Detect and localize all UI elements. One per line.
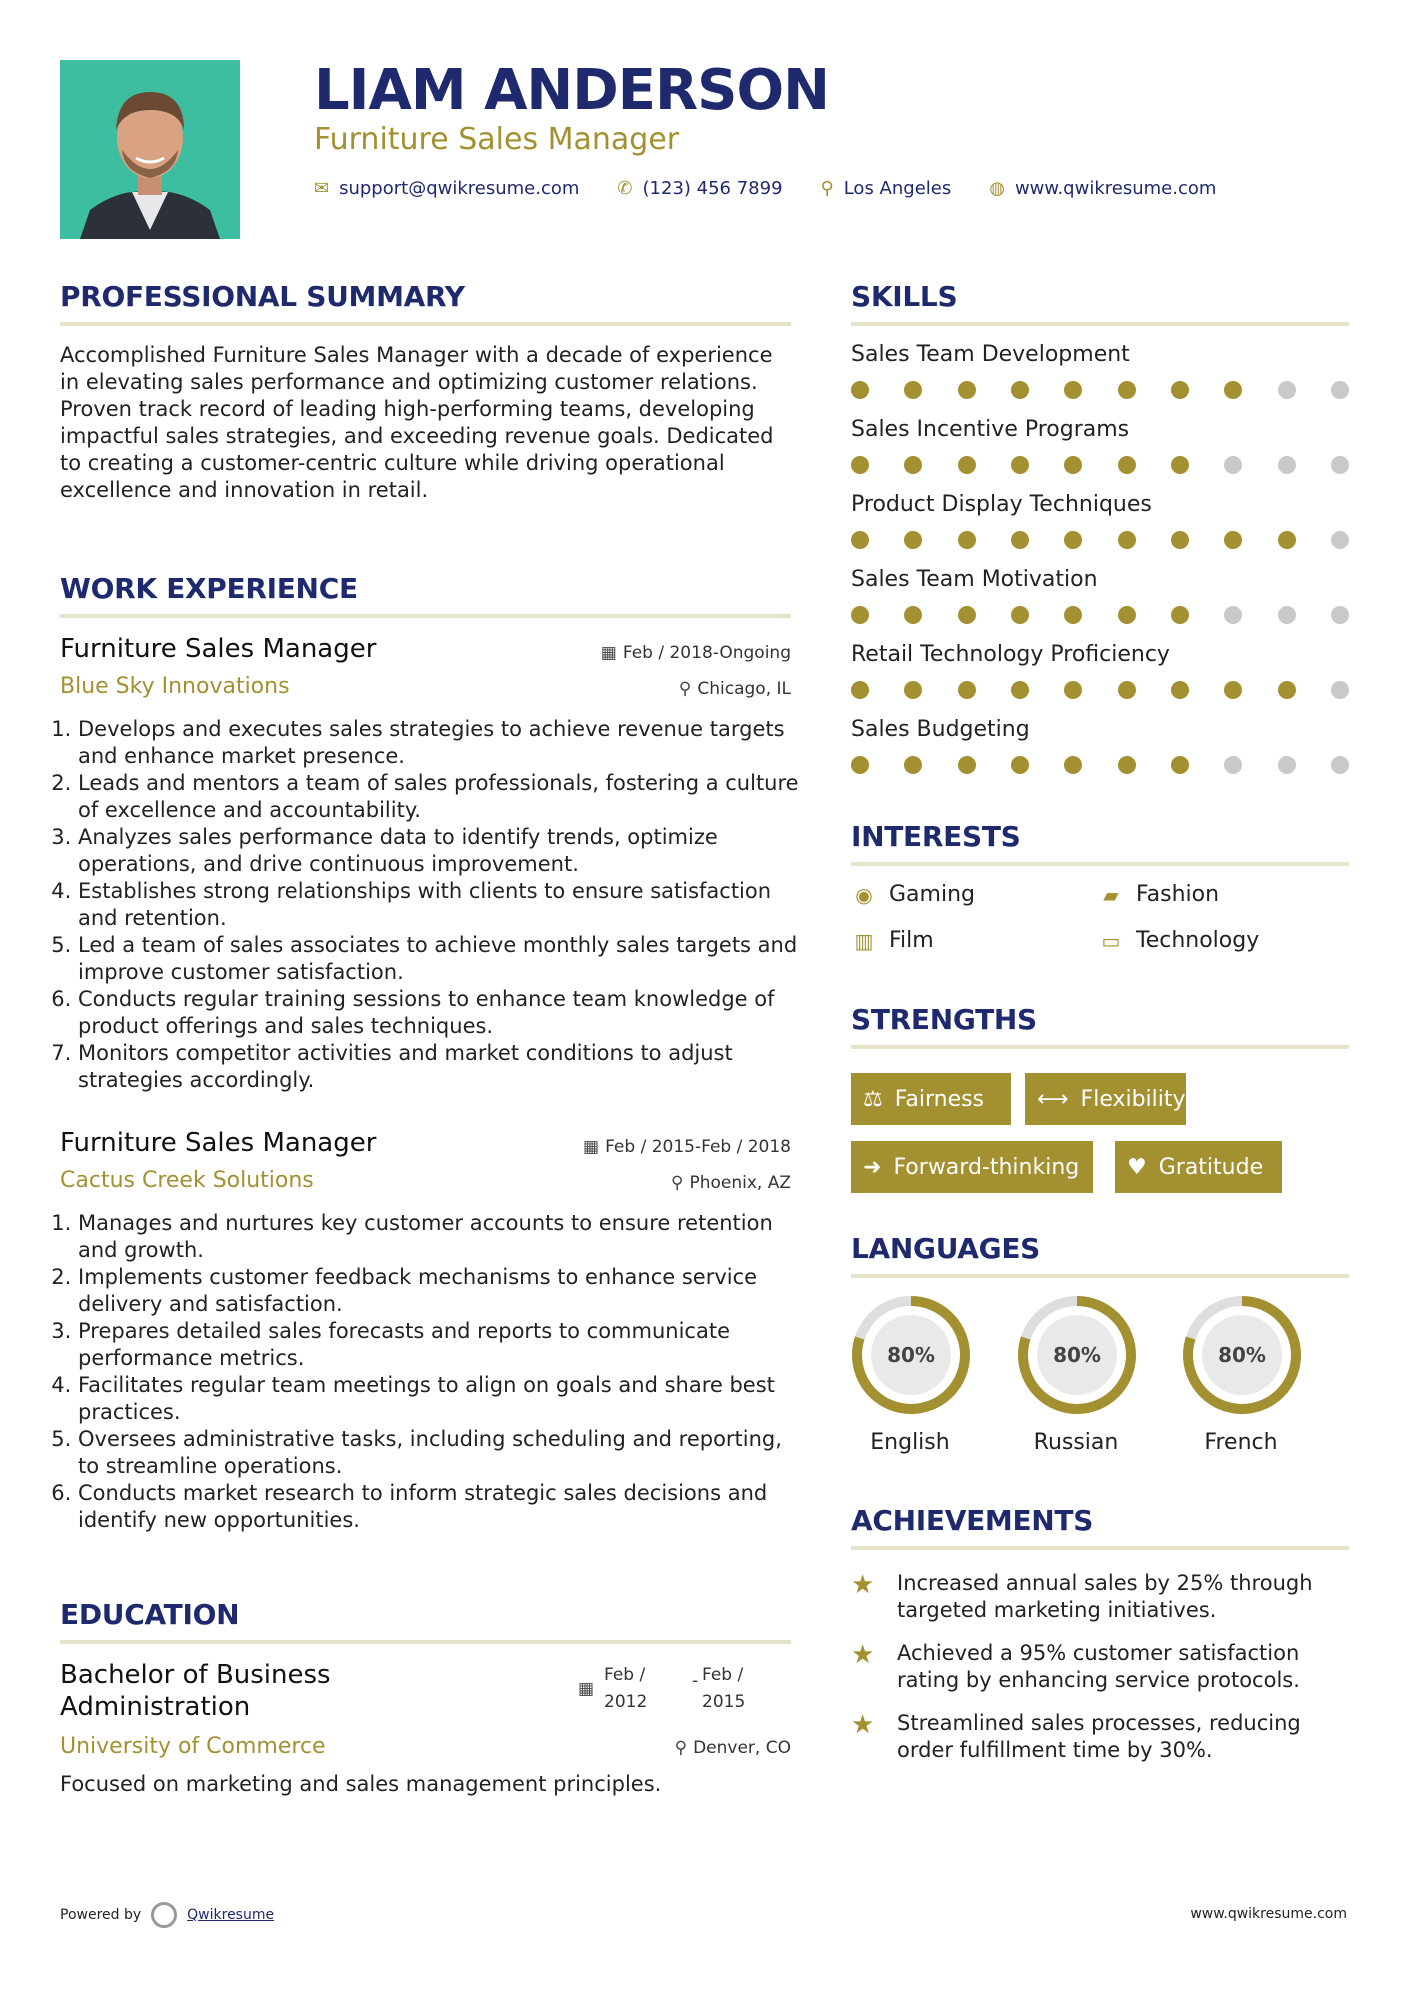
education-description: Focused on marketing and sales management principles. (60, 1772, 662, 1796)
list-item: 1. Manages and nurtures key customer accounts to ensure retention and growth. (78, 1210, 809, 1264)
arrows-h-icon: ⟷ (1037, 1086, 1069, 1112)
skill-dot-filled (1011, 681, 1029, 699)
skill-dot-filled (851, 681, 869, 699)
skill-dot-filled (1171, 756, 1189, 774)
language-name: English (870, 1430, 950, 1455)
interest-label: Film (889, 928, 934, 953)
interest-label: Technology (1136, 928, 1260, 953)
skill-dot-filled (1118, 681, 1136, 699)
achievement-item (851, 1710, 1351, 1764)
contact-bar (314, 178, 1216, 199)
pin-icon: ⚲ (678, 679, 692, 699)
skill-dot-filled (851, 756, 869, 774)
skill-dot-empty (1331, 456, 1349, 474)
skill-dot-filled (1064, 756, 1082, 774)
star-badge-icon: ★ (851, 1710, 875, 1740)
candidate-title: Furniture Sales Manager (314, 122, 680, 157)
language-ring (1015, 1293, 1139, 1421)
skill-dot-filled (1224, 381, 1242, 399)
section-heading-experience: WORK EXPERIENCE (60, 572, 358, 605)
section-divider (60, 614, 791, 618)
list-item: 7. Monitors competitor activities and market conditions to adjust strategies accordingly. (78, 1040, 809, 1094)
strength-badge (851, 1073, 1011, 1125)
job-duties-list (60, 1210, 809, 1534)
calendar-icon: ▦ (600, 643, 617, 663)
contact-email[interactable]: support@qwikresume.com (339, 178, 580, 199)
skill-dot-filled (904, 681, 922, 699)
gamepad-icon: ◉ (855, 882, 873, 907)
balance-scale-icon: ⚖ (863, 1086, 883, 1112)
skill-name: Sales Team Development (851, 342, 1130, 367)
achievement-item (851, 1640, 1351, 1694)
education-date-dash: - (692, 1671, 699, 1691)
footer-powered-by (60, 1902, 274, 1928)
interest-item (851, 928, 934, 953)
skill-dot-filled (1011, 756, 1029, 774)
heart-icon: ♥ (1127, 1154, 1147, 1180)
skill-dot-filled (904, 456, 922, 474)
strength-label: Gratitude (1158, 1154, 1264, 1180)
list-item: 3. Analyzes sales performance data to identify trends, optimize operations, and drive continuous improvement. (78, 824, 809, 878)
shopping-bag-icon: ▰ (1103, 882, 1119, 907)
map-marker-icon: ⚲ (820, 178, 834, 199)
skill-name: Product Display Techniques (851, 492, 1152, 517)
qwikresume-logo-icon (151, 1902, 177, 1928)
section-heading-languages: LANGUAGES (851, 1232, 1041, 1265)
strength-badge (1025, 1073, 1186, 1125)
section-heading-strengths: STRENGTHS (851, 1003, 1037, 1036)
phone-icon: ✆ (617, 178, 633, 199)
skill-dot-filled (1064, 531, 1082, 549)
pin-icon: ⚲ (674, 1738, 688, 1758)
strength-badge (851, 1141, 1093, 1193)
job-title: Furniture Sales Manager (60, 1128, 377, 1158)
contact-website[interactable]: www.qwikresume.com (1014, 178, 1217, 199)
job-title: Furniture Sales Manager (60, 634, 377, 664)
skill-dot-filled (1118, 381, 1136, 399)
skill-dot-filled (1171, 681, 1189, 699)
section-heading-summary: PROFESSIONAL SUMMARY (60, 280, 465, 313)
skill-dot-empty (1331, 381, 1349, 399)
powered-by-text: Powered by (60, 1907, 142, 1923)
language-percent-label: 80% (1053, 1343, 1101, 1367)
skill-dot-empty (1278, 381, 1296, 399)
list-item: 6. Conducts regular training sessions to enhance team knowledge of product offerings and sales techniques. (78, 986, 809, 1040)
section-heading-skills: SKILLS (851, 280, 958, 313)
list-item: 4. Establishes strong relationships with clients to ensure satisfaction and retention. (78, 878, 809, 932)
calendar-icon: ▦ (583, 1137, 600, 1157)
language-ring (849, 1293, 973, 1421)
education-end-month: Feb / (702, 1665, 744, 1685)
achievement-text: Streamlined sales processes, reducing order fulfillment time by 30%. (897, 1711, 1301, 1762)
achievement-text: Increased annual sales by 25% through targeted marketing initiatives. (897, 1571, 1313, 1622)
skill-dot-filled (958, 381, 976, 399)
profile-photo (60, 60, 240, 239)
skill-dot-filled (1011, 381, 1029, 399)
pin-icon: ⚲ (671, 1173, 684, 1193)
star-badge-icon: ★ (851, 1570, 875, 1600)
strength-label: Flexibility (1080, 1086, 1186, 1112)
skill-rating (851, 456, 1349, 476)
skill-dot-filled (958, 531, 976, 549)
achievement-text: Achieved a 95% customer satisfaction rating by enhancing service protocols. (897, 1641, 1300, 1692)
list-item: 6. Conducts market research to inform strategic sales decisions and identify new opportunities. (78, 1480, 809, 1534)
section-heading-achievements: ACHIEVEMENTS (851, 1504, 1094, 1537)
skill-dot-filled (958, 681, 976, 699)
skill-dot-filled (958, 756, 976, 774)
calendar-icon: ▦ (578, 1679, 595, 1699)
list-item: 4. Facilitates regular team meetings to align on goals and share best practices. (78, 1372, 809, 1426)
section-divider (851, 322, 1349, 326)
skill-dot-empty (1331, 756, 1349, 774)
skill-name: Sales Budgeting (851, 717, 1030, 742)
strength-badge (1115, 1141, 1282, 1193)
laptop-icon: ▭ (1101, 928, 1121, 953)
list-item: 5. Led a team of sales associates to achieve monthly sales targets and improve customer satisfaction. (78, 932, 809, 986)
strength-label: Forward-thinking (893, 1154, 1080, 1180)
star-badge-icon: ★ (851, 1640, 875, 1670)
skill-dot-filled (851, 381, 869, 399)
globe-icon: ◍ (989, 178, 1005, 199)
skill-rating (851, 531, 1349, 551)
skill-dot-filled (958, 456, 976, 474)
skill-dot-filled (1118, 531, 1136, 549)
skill-dot-filled (904, 756, 922, 774)
skill-dot-empty (1224, 606, 1242, 624)
skill-rating (851, 606, 1349, 626)
section-heading-education: EDUCATION (60, 1598, 240, 1631)
interest-item (1098, 882, 1219, 907)
company-name: Blue Sky Innovations (60, 674, 290, 699)
language-name: Russian (1033, 1430, 1119, 1455)
skill-dot-filled (904, 381, 922, 399)
skill-dot-filled (1224, 681, 1242, 699)
person-portrait-icon (60, 60, 240, 239)
arrow-right-icon: ➜ (863, 1154, 882, 1180)
skill-dot-empty (1278, 606, 1296, 624)
job-location-text: Phoenix, AZ (689, 1173, 791, 1193)
skill-dot-filled (1011, 456, 1029, 474)
candidate-name: LIAM ANDERSON (314, 58, 829, 123)
job-location-text: Chicago, IL (697, 679, 791, 699)
section-divider (851, 1546, 1349, 1550)
skill-dot-filled (1118, 756, 1136, 774)
skill-dot-filled (904, 606, 922, 624)
skill-dot-filled (1171, 606, 1189, 624)
skill-name: Retail Technology Proficiency (851, 642, 1170, 667)
skill-dot-filled (1278, 531, 1296, 549)
skill-dot-filled (1171, 456, 1189, 474)
language-percent-label: 80% (1218, 1343, 1266, 1367)
education-start-year: 2012 (604, 1692, 648, 1712)
skill-dot-empty (1224, 756, 1242, 774)
strength-label: Fairness (894, 1086, 985, 1112)
degree-line-2: Administration (60, 1692, 251, 1722)
footer-url[interactable]: www.qwikresume.com (1190, 1906, 1347, 1922)
skill-dot-filled (1171, 381, 1189, 399)
job-dates (601, 643, 791, 663)
job-dates (583, 1137, 791, 1157)
skill-dot-filled (1064, 606, 1082, 624)
skill-dot-filled (1064, 681, 1082, 699)
skill-dot-empty (1224, 456, 1242, 474)
interest-item (851, 882, 975, 907)
list-item: 2. Leads and mentors a team of sales professionals, fostering a culture of excellence and accountability. (78, 770, 809, 824)
section-divider (851, 1274, 1349, 1278)
envelope-icon: ✉ (314, 178, 330, 199)
skill-rating (851, 681, 1349, 701)
skill-dot-empty (1278, 456, 1296, 474)
language-ring (1180, 1293, 1304, 1421)
contact-location: Los Angeles (843, 178, 952, 199)
job-duties-list (60, 716, 809, 1094)
education-location-text: Denver, CO (693, 1738, 791, 1758)
skill-dot-empty (1331, 531, 1349, 549)
list-item: 1. Develops and executes sales strategies to achieve revenue targets and enhance market presence. (78, 716, 809, 770)
section-heading-interests: INTERESTS (851, 820, 1021, 853)
film-icon: ▥ (854, 928, 874, 953)
language-percent-label: 80% (887, 1343, 935, 1367)
section-divider (851, 862, 1349, 866)
skill-name: Sales Incentive Programs (851, 417, 1130, 442)
skill-dot-filled (1171, 531, 1189, 549)
skill-name: Sales Team Motivation (851, 567, 1098, 592)
section-divider (851, 1045, 1349, 1049)
skill-dot-filled (851, 456, 869, 474)
skill-dot-filled (1118, 456, 1136, 474)
list-item: 3. Prepares detailed sales forecasts and reports to communicate performance metrics. (78, 1318, 809, 1372)
job-location (671, 1173, 791, 1193)
job-location (679, 679, 791, 699)
skill-dot-empty (1331, 606, 1349, 624)
skill-dot-filled (958, 606, 976, 624)
skill-dot-filled (851, 606, 869, 624)
list-item: 2. Implements customer feedback mechanisms to enhance service delivery and satisfaction. (78, 1264, 809, 1318)
skill-dot-filled (851, 531, 869, 549)
list-item: 5. Oversees administrative tasks, including scheduling and reporting, to streamline operations. (78, 1426, 809, 1480)
skill-dot-empty (1331, 681, 1349, 699)
skill-rating (851, 756, 1349, 776)
skill-dot-filled (1064, 456, 1082, 474)
interest-label: Fashion (1136, 882, 1220, 907)
section-divider (60, 322, 791, 326)
skill-dot-filled (1064, 381, 1082, 399)
interest-label: Gaming (889, 882, 975, 907)
contact-phone[interactable]: (123) 456 7899 (642, 178, 783, 199)
skill-dot-filled (1011, 531, 1029, 549)
school-name: University of Commerce (60, 1734, 326, 1759)
brand-link[interactable]: Qwikresume (187, 1907, 275, 1923)
degree-line-1: Bachelor of Business (60, 1660, 331, 1690)
job-dates-text: Feb / 2018-Ongoing (622, 643, 791, 663)
education-end-year: 2015 (702, 1692, 746, 1712)
skill-rating (851, 381, 1349, 401)
language-name: French (1204, 1430, 1278, 1455)
skill-dot-filled (1224, 531, 1242, 549)
job-dates-text: Feb / 2015-Feb / 2018 (605, 1137, 791, 1157)
skill-dot-filled (1011, 606, 1029, 624)
skill-dot-filled (1278, 681, 1296, 699)
interest-item (1098, 928, 1259, 953)
skill-dot-empty (1278, 756, 1296, 774)
achievement-item (851, 1570, 1351, 1624)
skill-dot-filled (904, 531, 922, 549)
section-divider (60, 1640, 791, 1644)
education-location (675, 1738, 791, 1758)
skill-dot-filled (1118, 606, 1136, 624)
company-name: Cactus Creek Solutions (60, 1168, 314, 1193)
education-start-month: Feb / (604, 1665, 646, 1685)
summary-text: Accomplished Furniture Sales Manager with a decade of experience in elevating sales performance and optimizing customer relations. Proven track record of leading high-performing teams, developing impactful sales strategies, and exceeding revenue goals. Dedicated to creating a customer-centric culture while driving operational excellence and innovation in retail. (60, 343, 774, 502)
